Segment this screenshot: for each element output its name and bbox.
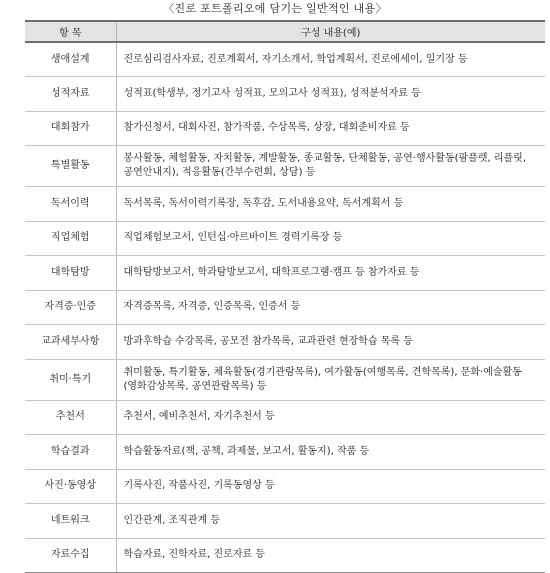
table-row bbox=[25, 146, 545, 187]
row-content: 독서목록, 독서이력기록장, 독후감, 도서내용요약, 독서계획서 등 bbox=[116, 187, 545, 222]
row-item: 대학탐방 bbox=[25, 256, 116, 291]
row-item: 학습결과 bbox=[25, 435, 116, 470]
row-item: 직업체험 bbox=[25, 221, 116, 256]
table-header-row bbox=[25, 21, 545, 42]
row-content: 성적표(학생부, 정기고사 성적표, 모의고사 성적표), 성적분석자료 등 bbox=[116, 77, 545, 112]
row-content: 취미활동, 특기활동, 체육활동(경기관람목록), 여가활동(여행목록, 견학목록), 문화·예술활동(영화감상목록, 공연관람목록) 등 bbox=[116, 359, 545, 400]
row-content: 인간관계, 조직관계 등 bbox=[116, 504, 545, 539]
row-content: 직업체험보고서, 인턴십·아르바이트 경력기록장 등 bbox=[116, 221, 545, 256]
row-item: 성적자료 bbox=[25, 77, 116, 112]
table-row bbox=[25, 504, 545, 539]
row-item: 취미·특기 bbox=[25, 359, 116, 400]
row-content: 참가신청서, 대회사진, 참가작품, 수상목록, 상장, 대회준비자료 등 bbox=[116, 111, 545, 146]
table-row bbox=[25, 435, 545, 470]
row-item: 생애설계 bbox=[25, 42, 116, 77]
portfolio-table bbox=[25, 20, 545, 573]
table-caption: 〈진로 포트폴리오에 담기는 일반적인 내용〉 bbox=[163, 2, 387, 15]
table-row bbox=[25, 111, 545, 146]
row-item: 자료수집 bbox=[25, 538, 116, 573]
table-row bbox=[25, 469, 545, 504]
table-row bbox=[25, 221, 545, 256]
row-content: 진로심리검사자료, 진로계획서, 자기소개서, 학업계획서, 진로에세이, 일기장 등 bbox=[116, 42, 545, 77]
row-content: 추천서, 예비추천서, 자기추천서 등 bbox=[116, 400, 545, 435]
table-row bbox=[25, 400, 545, 435]
table-row bbox=[25, 538, 545, 573]
row-content: 대학탐방보고서, 학과탐방보고서, 대학프로그램·캠프 등 참가자료 등 bbox=[116, 256, 545, 291]
row-item: 독서이력 bbox=[25, 187, 116, 222]
table-row bbox=[25, 325, 545, 360]
row-content: 기록사진, 작품사진, 기록동영상 등 bbox=[116, 469, 545, 504]
row-item: 특별활동 bbox=[25, 146, 116, 187]
table-row bbox=[25, 42, 545, 77]
header-item: 항 목 bbox=[25, 21, 116, 42]
row-content: 봉사활동, 체험활동, 자치활동, 계발활동, 종교활동, 단체활동, 공연·행사활동(팜플렛, 리플릿, 공연안내지), 적응활동(간부수련회, 상담) 등 bbox=[116, 146, 545, 187]
row-content: 학습자료, 진학자료, 진로자료 등 bbox=[116, 538, 545, 573]
header-content: 구성 내용(예) bbox=[116, 21, 545, 42]
table-row bbox=[25, 187, 545, 222]
row-content: 방과후학습 수강목록, 공모전 참가목록, 교과관련 현장학습 목록 등 bbox=[116, 325, 545, 360]
row-item: 자격증·인증 bbox=[25, 290, 116, 325]
row-item: 네트워크 bbox=[25, 504, 116, 539]
table-row bbox=[25, 290, 545, 325]
table-row bbox=[25, 77, 545, 112]
row-item: 추천서 bbox=[25, 400, 116, 435]
table-row bbox=[25, 359, 545, 400]
row-item: 대회참가 bbox=[25, 111, 116, 146]
row-item: 교과세부사항 bbox=[25, 325, 116, 360]
table-row bbox=[25, 256, 545, 291]
row-item: 사진·동영상 bbox=[25, 469, 116, 504]
row-content: 자격증목록, 자격증, 인증목록, 인증서 등 bbox=[116, 290, 545, 325]
row-content: 학습활동자료(책, 공책, 과제물, 보고서, 활동지), 작품 등 bbox=[116, 435, 545, 470]
